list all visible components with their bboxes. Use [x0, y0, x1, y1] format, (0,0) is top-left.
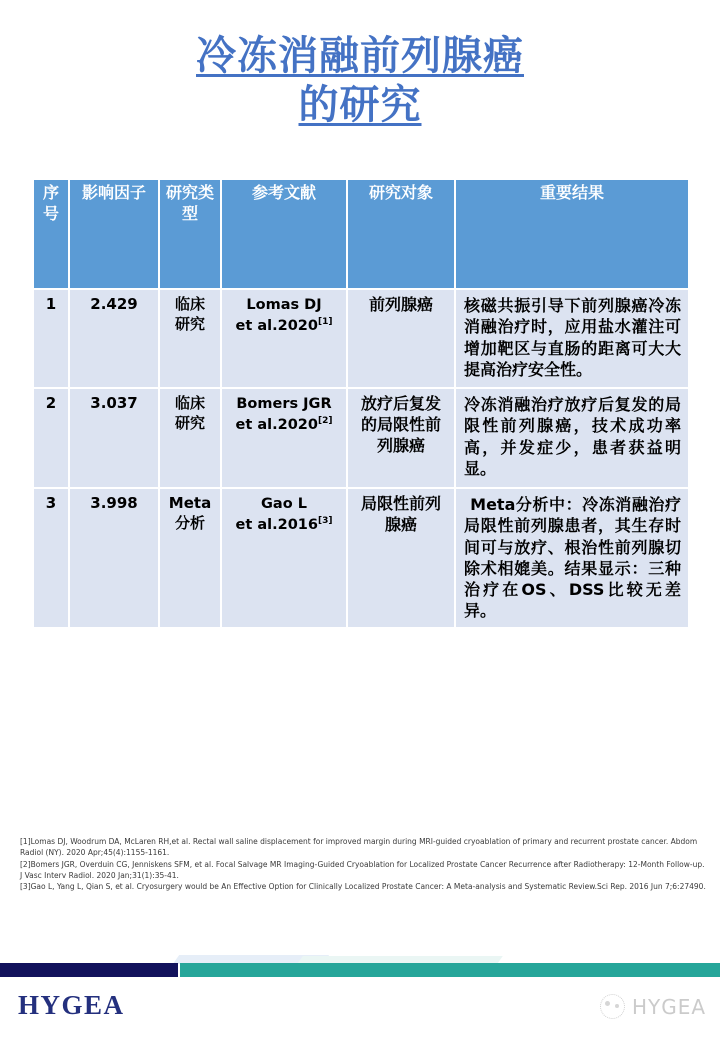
footnote-3: [3]Gao L, Yang L, Qian S, et al. Cryosurgery would be An Effective Option for Clinically Localized Prostate Cancer: A Meta-analysis and Systematic Review.Sci Rep. 2016 Jun 7;6:27490.: [20, 882, 706, 891]
footer-bar-navy-segment: [0, 963, 178, 977]
reference-author: Gao L: [261, 496, 307, 512]
study-type-line2: 研究: [174, 314, 205, 333]
cell-impact-factor: 3.037: [69, 388, 159, 488]
cell-result: 核磁共振引导下前列腺癌冷冻消融治疗时，应用盐水灌注可增加靶区与直肠的距离可大大提高治疗安全性。: [455, 289, 689, 388]
cell-no: 2: [33, 388, 69, 488]
studies-table: [32, 178, 690, 629]
cell-no: 3: [33, 488, 69, 628]
footnote-2: [2]Bomers JGR, Overduin CG, Jenniskens SFM, et al. Focal Salvage MR Imaging-Guided Cryoablation for Localized Prostate Cancer Recurrence after Radiotherapy: 12-Month Follow-up. J Vasc Interv Radiol. 2020 Jan;31(1):35-41.: [20, 859, 705, 880]
cell-reference: [221, 488, 347, 628]
reference-year: et al.2016: [235, 517, 318, 534]
cell-study-type: [159, 388, 221, 488]
column-header-reference: 参考文献: [221, 179, 347, 289]
column-header-subject: 研究对象: [347, 179, 455, 289]
cell-subject: 局限性前列腺癌: [347, 488, 455, 628]
table-header-row: [33, 179, 689, 289]
reference-citation-mark: [1]: [317, 317, 333, 328]
page-title-line2: 的研究: [298, 81, 422, 128]
footnotes: [20, 836, 708, 892]
reference-citation-mark: [3]: [317, 516, 333, 527]
reference-year: et al.2020: [235, 318, 318, 335]
table-row-2: [33, 388, 689, 488]
reference-citation-mark: [2]: [317, 416, 333, 427]
reference-author: Lomas DJ: [246, 297, 322, 313]
cell-study-type: [159, 289, 221, 388]
hygea-logo-text: HYGEA: [18, 990, 125, 1020]
table-row-1: [33, 289, 689, 388]
cell-impact-factor: 3.998: [69, 488, 159, 628]
cell-reference: [221, 388, 347, 488]
study-type-line1: 临床: [174, 394, 205, 412]
column-header-result: 重要结果: [455, 179, 689, 289]
cell-reference: [221, 289, 347, 388]
study-type-line1: 临床: [174, 295, 205, 313]
cell-study-type: [159, 488, 221, 628]
cell-impact-factor: 2.429: [69, 289, 159, 388]
column-header-no: 序号: [33, 179, 69, 289]
page-title-line1: 冷冻消融前列腺癌: [196, 33, 524, 79]
column-header-impact-factor: 影响因子: [69, 179, 159, 289]
footnote-1: [1]Lomas DJ, Woodrum DA, McLaren RH,et al. Rectal wall saline displacement for improved margin during MRI-guided cryoablation of primary and recurrent prostate cancer. Abdom Radiol (NY). 2020 Apr;45(4):1155-1161.: [20, 837, 698, 858]
cell-result: Meta分析中：冷冻消融治疗局限性前列腺患者，其生存时间可与放疗、根治性前列腺切除术相媲美。结果显示：三种治疗在OS、DSS比较无差异。: [455, 488, 689, 628]
watermark-logo-icon: [600, 994, 625, 1019]
page-title: [0, 32, 720, 130]
watermark: [600, 994, 706, 1019]
watermark-text: HYGEA: [632, 994, 707, 1019]
cell-subject: 放疗后复发的局限性前列腺癌: [347, 388, 455, 488]
study-type-line2: 分析: [174, 513, 205, 532]
column-header-study-type: 研究类型: [159, 179, 221, 289]
cell-subject: 前列腺癌: [347, 289, 455, 388]
study-type-line2: 研究: [174, 413, 205, 432]
cell-no: 1: [33, 289, 69, 388]
study-type-line1: Meta: [168, 494, 212, 512]
table-row-3: [33, 488, 689, 628]
footer-bar-teal-segment: [180, 963, 720, 977]
reference-author: Bomers JGR: [236, 396, 332, 412]
reference-year: et al.2020: [235, 417, 318, 434]
cell-result: 冷冻消融治疗放疗后复发的局限性前列腺癌，技术成功率高，并发症少，患者获益明显。: [455, 388, 689, 488]
